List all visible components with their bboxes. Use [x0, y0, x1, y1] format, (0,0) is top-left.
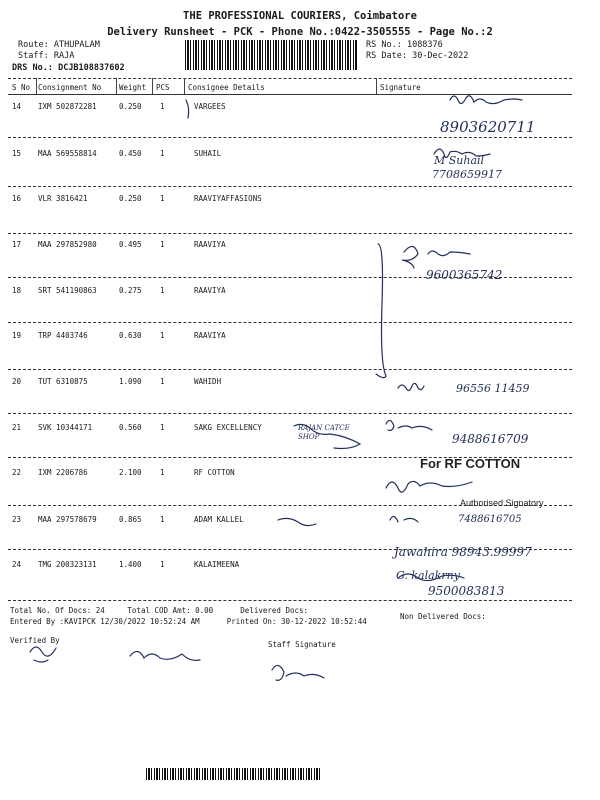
authorised-signatory-stamp: Authorised Signatory [460, 498, 544, 508]
staff-value: RAJA [53, 51, 75, 61]
col-consignee: Consignee Details [188, 83, 265, 92]
staff-label: Staff: [18, 51, 49, 61]
row-pcs: 1 [160, 423, 165, 432]
row-sno: 20 [12, 377, 22, 386]
footer-summary [10, 606, 308, 615]
row-consignment: MAA 297852980 [38, 240, 97, 249]
row-consignment: SVK 10344171 [38, 423, 93, 432]
row-sno: 14 [12, 102, 22, 111]
row-weight: 1.400 [119, 560, 142, 569]
handwritten-line: Jawahira 98943.99997 [394, 545, 532, 559]
row-pcs: 1 [160, 331, 165, 340]
row-consignment: TRP 4403746 [38, 331, 88, 340]
row-pcs: 1 [160, 149, 165, 158]
row-weight: 0.630 [119, 331, 142, 340]
printed-value: 30-12-2022 10:52:44 [280, 617, 367, 626]
row-sno: 15 [12, 149, 22, 158]
col-sno: S No [12, 83, 31, 92]
handwritten-name: M Suhail [434, 154, 485, 167]
row-sno: 19 [12, 331, 22, 340]
row-pcs: 1 [160, 560, 165, 569]
row-pcs: 1 [160, 194, 165, 203]
row-consignment: IXM 502872281 [38, 102, 97, 111]
row-sno: 23 [12, 515, 22, 524]
row-consignee: KALAIMEENA [194, 560, 240, 569]
handwritten-phone: 8903620711 [440, 118, 536, 136]
handwritten-phone: 9600365742 [426, 268, 503, 282]
row-weight: 0.495 [119, 240, 142, 249]
row-consignee: WAHIDH [194, 377, 222, 386]
row-sno: 16 [12, 194, 22, 203]
row-pcs: 1 [160, 240, 165, 249]
row-consignment: SRT 541190863 [38, 286, 97, 295]
row-pcs: 1 [160, 515, 165, 524]
row-consignment: TUT 6310875 [38, 377, 88, 386]
row-weight: 0.250 [119, 102, 142, 111]
row-consignee: VARGEES [194, 102, 226, 111]
handwritten-phone: 9500083813 [428, 584, 505, 598]
handwritten-name: G. kalakrny [396, 569, 460, 582]
row-pcs: 1 [160, 468, 165, 477]
row-consignee: SUHAIL [194, 149, 222, 158]
non-delivered [400, 612, 486, 621]
row-weight: 0.560 [119, 423, 142, 432]
row-consignment: MAA 569558814 [38, 149, 97, 158]
row-consignment: TMG 200323131 [38, 560, 97, 569]
row-pcs: 1 [160, 377, 165, 386]
col-consignment: Consignment No [38, 83, 102, 92]
row-sno: 24 [12, 560, 22, 569]
cod-value: 0.00 [195, 606, 214, 615]
handwritten-note: RAJAN CATCE SHOP [298, 424, 350, 441]
row-consignee: RAAVIYA [194, 286, 226, 295]
handwritten-phone: 9488616709 [452, 432, 529, 446]
row-sno: 22 [12, 468, 22, 477]
handwritten-phone: 7708659917 [432, 168, 502, 181]
row-consignee: SAKG EXCELLENCY [194, 423, 262, 432]
company-stamp: For RF COTTON [420, 456, 521, 471]
drs-value: DCJB108837602 [58, 63, 125, 73]
entered-by [10, 617, 367, 626]
printed-label: Printed On: [226, 617, 277, 626]
rs-date-label: RS Date: [366, 51, 407, 61]
delivered-label: Delivered Docs: [240, 606, 309, 615]
runsheet-subtitle: Delivery Runsheet - PCK - Phone No.:0422-3505555 - Page No.:2 [107, 26, 493, 38]
cod-label: Total COD Amt: [127, 606, 191, 615]
non-delivered-label: Non Delivered Docs: [400, 612, 486, 621]
col-signature: Signature [380, 83, 421, 92]
staff-signature-label: Staff Signature [268, 640, 336, 649]
row-weight: 0.450 [119, 149, 142, 158]
row-pcs: 1 [160, 102, 165, 111]
row-consignment: MAA 297578679 [38, 515, 97, 524]
col-pcs: PCS [156, 83, 170, 92]
row-pcs: 1 [160, 286, 165, 295]
row-sno: 18 [12, 286, 22, 295]
row-weight: 0.865 [119, 515, 142, 524]
company-title: THE PROFESSIONAL COURIERS, Coimbatore [183, 10, 417, 22]
rs-date-value: 30-Dec-2022 [412, 51, 469, 61]
verified-by-label: Verified By [10, 636, 60, 645]
row-weight: 0.275 [119, 286, 142, 295]
route-label: Route: [18, 40, 49, 50]
row-consignment: IXM 2206786 [38, 468, 88, 477]
entered-value: KAVIPCK 12/30/2022 10:52:24 AM [64, 617, 200, 626]
row-consignment: VLR 3816421 [38, 194, 88, 203]
col-weight: Weight [119, 83, 147, 92]
entered-label: Entered By : [10, 617, 65, 626]
row-consignee: ADAM KALLEL [194, 515, 244, 524]
row-consignee: RAAVIYAFFASIONS [194, 194, 262, 203]
handwritten-phone: 7488616705 [458, 514, 522, 525]
row-sno: 21 [12, 423, 22, 432]
row-consignee: RAAVIYA [194, 240, 226, 249]
row-weight: 0.250 [119, 194, 142, 203]
row-weight: 1.090 [119, 377, 142, 386]
route-value: ATHUPALAM [53, 40, 100, 50]
total-docs-value: 24 [95, 606, 105, 615]
handwritten-phone: 96556 11459 [456, 382, 530, 395]
total-docs-label: Total No. Of Docs: [10, 606, 92, 615]
rs-no-label: RS No.: [366, 40, 402, 50]
drs-label: DRS No.: [12, 63, 53, 73]
row-consignee: RAAVIYA [194, 331, 226, 340]
row-weight: 2.100 [119, 468, 142, 477]
row-sno: 17 [12, 240, 22, 249]
row-consignee: RF COTTON [194, 468, 235, 477]
footer-barcode [146, 768, 322, 780]
rs-no-value: 1088376 [406, 40, 443, 50]
